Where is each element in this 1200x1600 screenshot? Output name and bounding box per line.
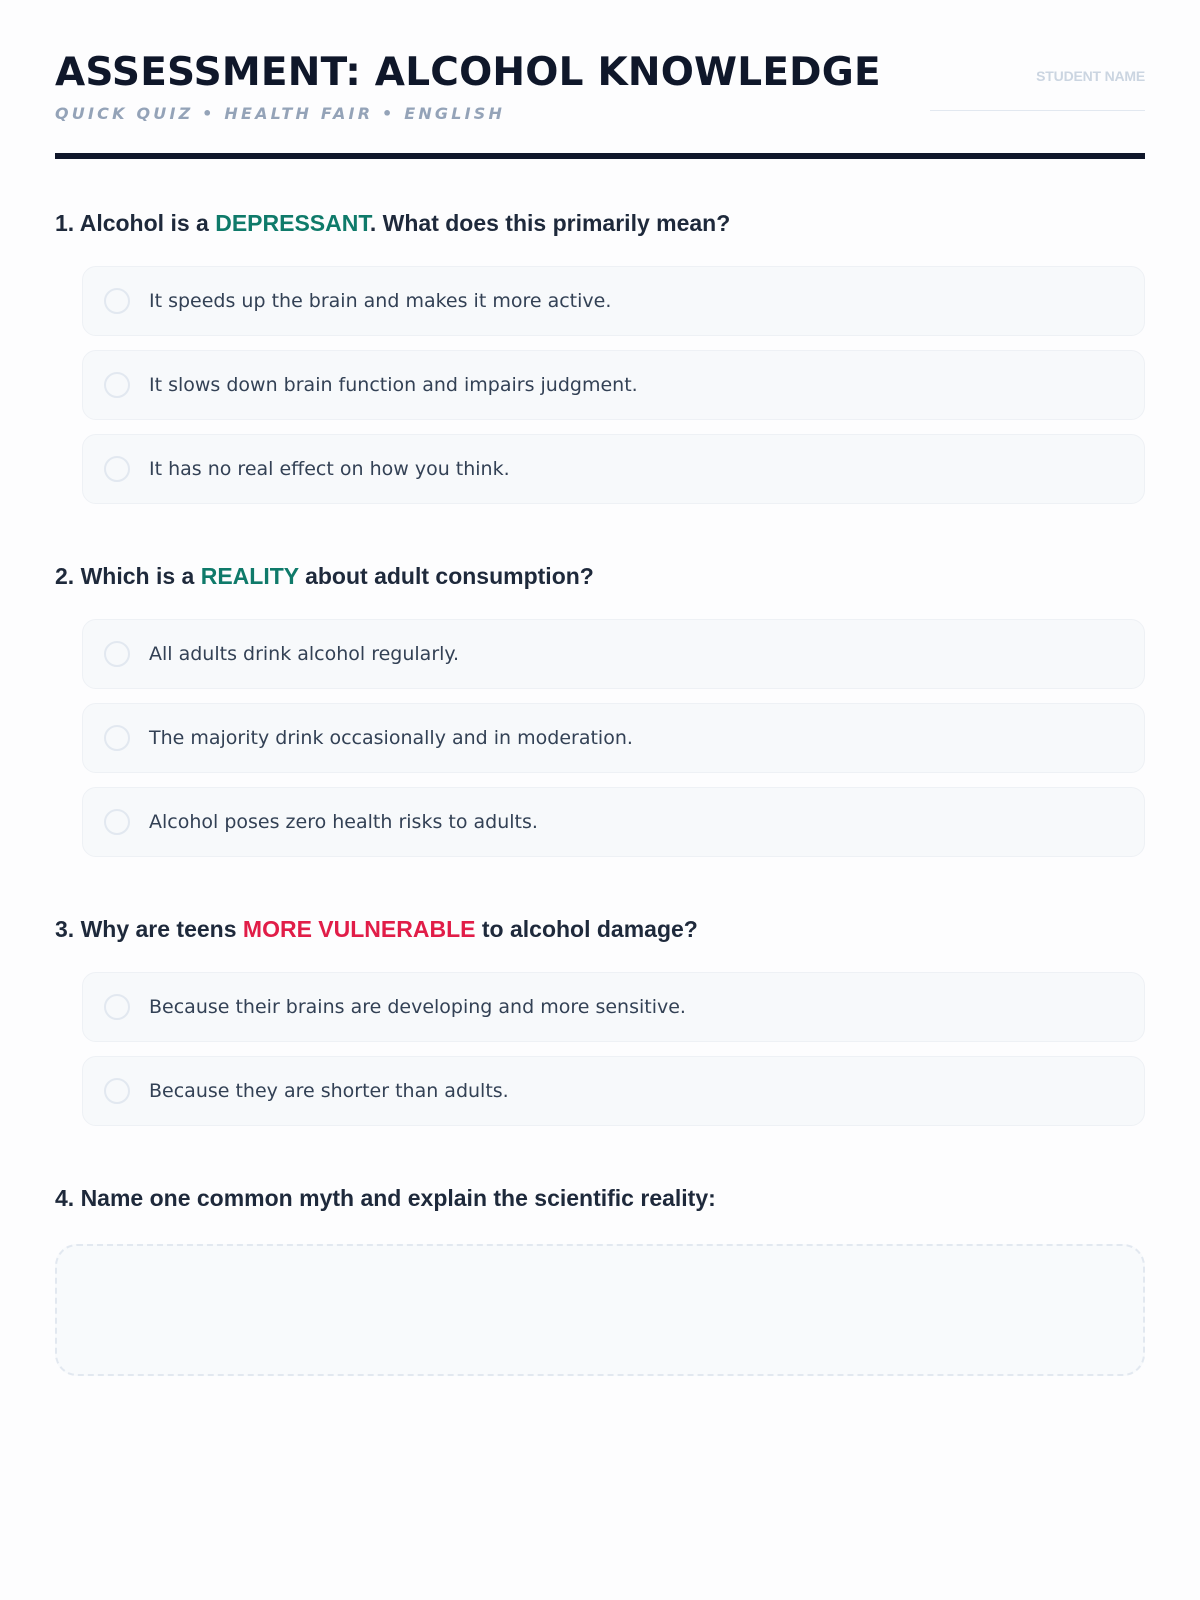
option-3a[interactable] [82, 972, 1145, 1042]
question-1 [55, 210, 1145, 518]
page-title: ASSESSMENT: ALCOHOL KNOWLEDGE [55, 50, 881, 95]
radio-button[interactable] [104, 372, 130, 398]
question-2-suffix: about adult consumption? [298, 563, 594, 589]
question-1-options [82, 266, 1145, 504]
option-3b[interactable] [82, 1056, 1145, 1126]
option-label: All adults drink alcohol regularly. [149, 643, 459, 665]
student-name-label: STUDENT NAME [1036, 68, 1145, 84]
question-2 [55, 563, 1145, 871]
question-1-highlight: DEPRESSANT [215, 210, 370, 236]
question-4 [55, 1185, 1145, 1376]
page-header [55, 0, 1145, 160]
option-label: It has no real effect on how you think. [149, 458, 510, 480]
question-3-highlight: MORE VULNERABLE [242, 916, 476, 942]
question-2-prefix: 2. Which is a [55, 563, 201, 589]
question-3 [55, 916, 1145, 1140]
radio-button[interactable] [104, 809, 130, 835]
option-label: It slows down brain function and impairs judgment. [149, 374, 638, 396]
option-2b[interactable] [82, 703, 1145, 773]
question-1-prefix: 1. Alcohol is a [55, 210, 216, 236]
option-1c[interactable] [82, 434, 1145, 504]
question-3-options [82, 972, 1145, 1126]
student-name-line[interactable] [930, 110, 1145, 111]
question-1-suffix: . What does this primarily mean? [369, 210, 731, 236]
question-4-text: 4. Name one common myth and explain the scientific reality: [55, 1185, 716, 1211]
question-3-suffix: to alcohol damage? [475, 916, 698, 942]
option-2c[interactable] [82, 787, 1145, 857]
option-label: It speeds up the brain and makes it more active. [149, 290, 612, 312]
radio-button[interactable] [104, 1078, 130, 1104]
option-label: Because they are shorter than adults. [149, 1080, 509, 1102]
header-divider [55, 153, 1145, 159]
option-label: Alcohol poses zero health risks to adults. [149, 811, 538, 833]
option-2a[interactable] [82, 619, 1145, 689]
option-label: The majority drink occasionally and in moderation. [149, 727, 633, 749]
radio-button[interactable] [104, 288, 130, 314]
answer-textarea[interactable] [55, 1244, 1145, 1376]
page-subtitle: QUICK QUIZ • HEALTH FAIR • ENGLISH [55, 104, 506, 123]
question-2-options [82, 619, 1145, 857]
radio-button[interactable] [104, 456, 130, 482]
radio-button[interactable] [104, 725, 130, 751]
option-1a[interactable] [82, 266, 1145, 336]
option-1b[interactable] [82, 350, 1145, 420]
question-3-prefix: 3. Why are teens [55, 916, 243, 942]
question-2-highlight: REALITY [200, 563, 299, 589]
question-2-text [55, 563, 1145, 590]
radio-button[interactable] [104, 641, 130, 667]
question-1-text [55, 210, 1145, 237]
radio-button[interactable] [104, 994, 130, 1020]
question-3-text [55, 916, 1145, 943]
student-name-field[interactable] [930, 68, 1145, 111]
option-label: Because their brains are developing and more sensitive. [149, 996, 686, 1018]
